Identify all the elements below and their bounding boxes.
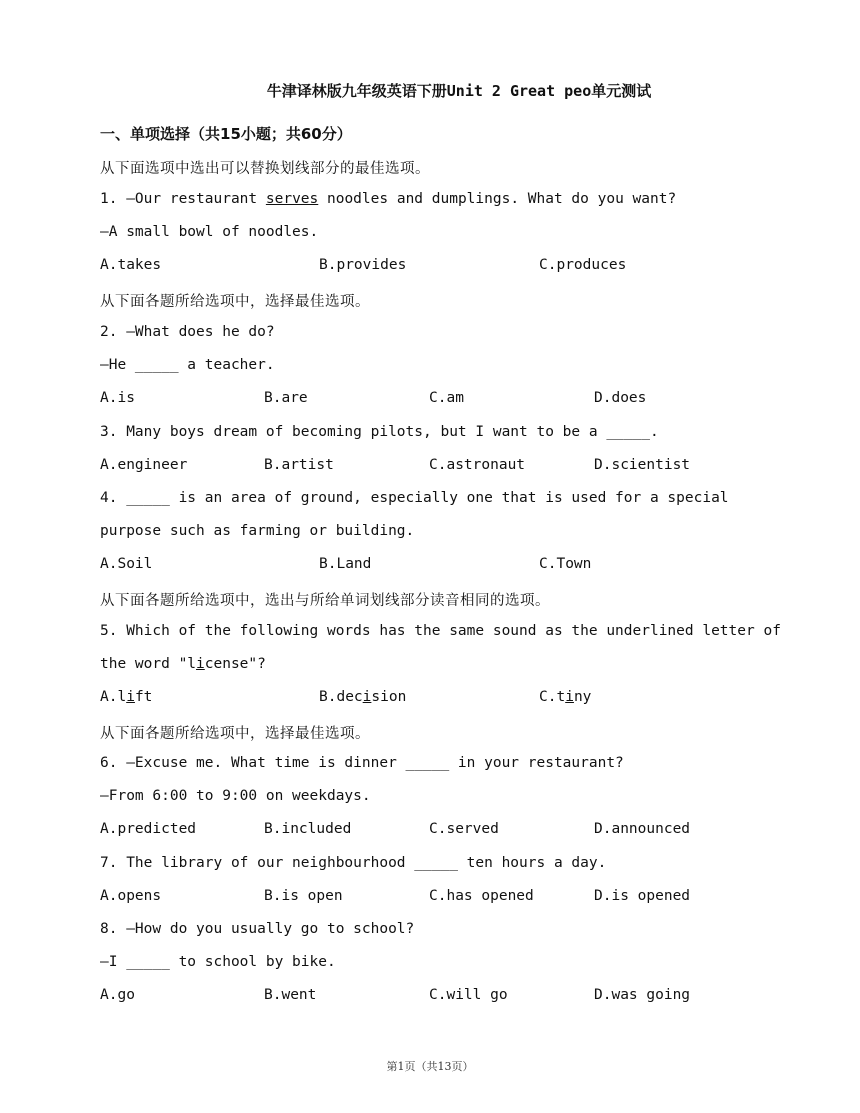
q4-line2: purpose such as farming or building. (100, 523, 415, 539)
q6-option-d: D.announced (594, 821, 691, 837)
q5-b-pre: B.dec (319, 689, 363, 705)
title-text: 牛津译林版九年级英语下册Unit 2 Great peo单元测试 (266, 82, 652, 100)
q8-option-a: A.go (100, 987, 135, 1003)
q8-option-d: D.was going (594, 987, 691, 1003)
q6-line2: —From 6:00 to 9:00 on weekdays. (100, 788, 371, 804)
q3-option-d: D.scientist (594, 457, 691, 473)
q2-option-c: C.am (429, 390, 464, 406)
q5-word-post: cense"? (204, 656, 266, 672)
q8-line1: 8. —How do you usually go to school? (100, 921, 415, 937)
q4-option-b: B.Land (319, 556, 372, 572)
q5-option-b (319, 689, 406, 705)
q2-line1: 2. —What does he do? (100, 324, 275, 340)
q5-line2 (100, 656, 266, 672)
q7-option-c: C.has opened (429, 888, 534, 904)
q5-underlined-letter: i (196, 656, 205, 672)
q5-a-post: ft (134, 689, 153, 705)
q2-option-b: B.are (264, 390, 308, 406)
q7-option-d: D.is opened (594, 888, 691, 904)
q1-option-c: C.produces (539, 257, 627, 273)
q5-line1: 5. Which of the following words has the same sound as the underlined letter of (100, 623, 781, 639)
instruction-1: 从下面选项中选出可以替换划线部分的最佳选项。 (100, 161, 430, 177)
q5-c-post: ny (573, 689, 592, 705)
q2-line2: —He _____ a teacher. (100, 357, 275, 373)
q2-option-a: A.is (100, 390, 135, 406)
q3-option-a: A.engineer (100, 457, 188, 473)
q5-b-post: sion (371, 689, 407, 705)
q4-option-a: A.Soil (100, 556, 153, 572)
q3-line1: 3. Many boys dream of becoming pilots, but I want to be a _____. (100, 424, 659, 440)
q6-option-b: B.included (264, 821, 352, 837)
q3-option-c: C.astronaut (429, 457, 526, 473)
q6-option-a: A.predicted (100, 821, 197, 837)
instruction-4: 从下面各题所给选项中，选择最佳选项。 (100, 726, 370, 742)
instruction-2: 从下面各题所给选项中，选择最佳选项。 (100, 294, 370, 310)
q1-text-pre: 1. —Our restaurant (100, 191, 266, 207)
q5-b-underlined: i (362, 689, 372, 705)
q1-line1 (100, 191, 676, 207)
q1-underlined-word: serves (265, 191, 319, 207)
document-title (0, 80, 860, 101)
section-heading: 一、单项选择（共15小题；共60分） (100, 125, 352, 143)
q7-line1: 7. The library of our neighbourhood _____ ten hours a day. (100, 855, 607, 871)
page-footer: 第1页（共13页） (386, 1060, 474, 1073)
q8-option-b: B.went (264, 987, 317, 1003)
q5-a-underlined: i (126, 689, 135, 705)
q1-option-b: B.provides (319, 257, 407, 273)
q6-option-c: C.served (429, 821, 499, 837)
q7-option-a: A.opens (100, 888, 162, 904)
q5-c-underlined: i (565, 689, 574, 705)
q6-line1: 6. —Excuse me. What time is dinner _____ in your restaurant? (100, 755, 624, 771)
q8-line2: —I _____ to school by bike. (100, 954, 336, 970)
q5-option-c (539, 689, 591, 705)
q5-word-pre: the word "l (100, 656, 197, 672)
q1-line2: —A small bowl of noodles. (100, 224, 319, 240)
q4-line1: 4. _____ is an area of ground, especially one that is used for a special (100, 490, 729, 506)
q7-option-b: B.is open (264, 888, 343, 904)
q8-option-c: C.will go (429, 987, 508, 1003)
q5-c-pre: C.t (539, 689, 566, 705)
q1-text-post: noodles and dumplings. What do you want? (318, 191, 677, 207)
q5-option-a (100, 689, 152, 705)
q5-a-pre: A.l (100, 689, 127, 705)
q3-option-b: B.artist (264, 457, 334, 473)
q1-option-a: A.takes (100, 257, 162, 273)
q4-option-c: C.Town (539, 556, 592, 572)
q2-option-d: D.does (594, 390, 647, 406)
instruction-3: 从下面各题所给选项中，选出与所给单词划线部分读音相同的选项。 (100, 593, 550, 609)
